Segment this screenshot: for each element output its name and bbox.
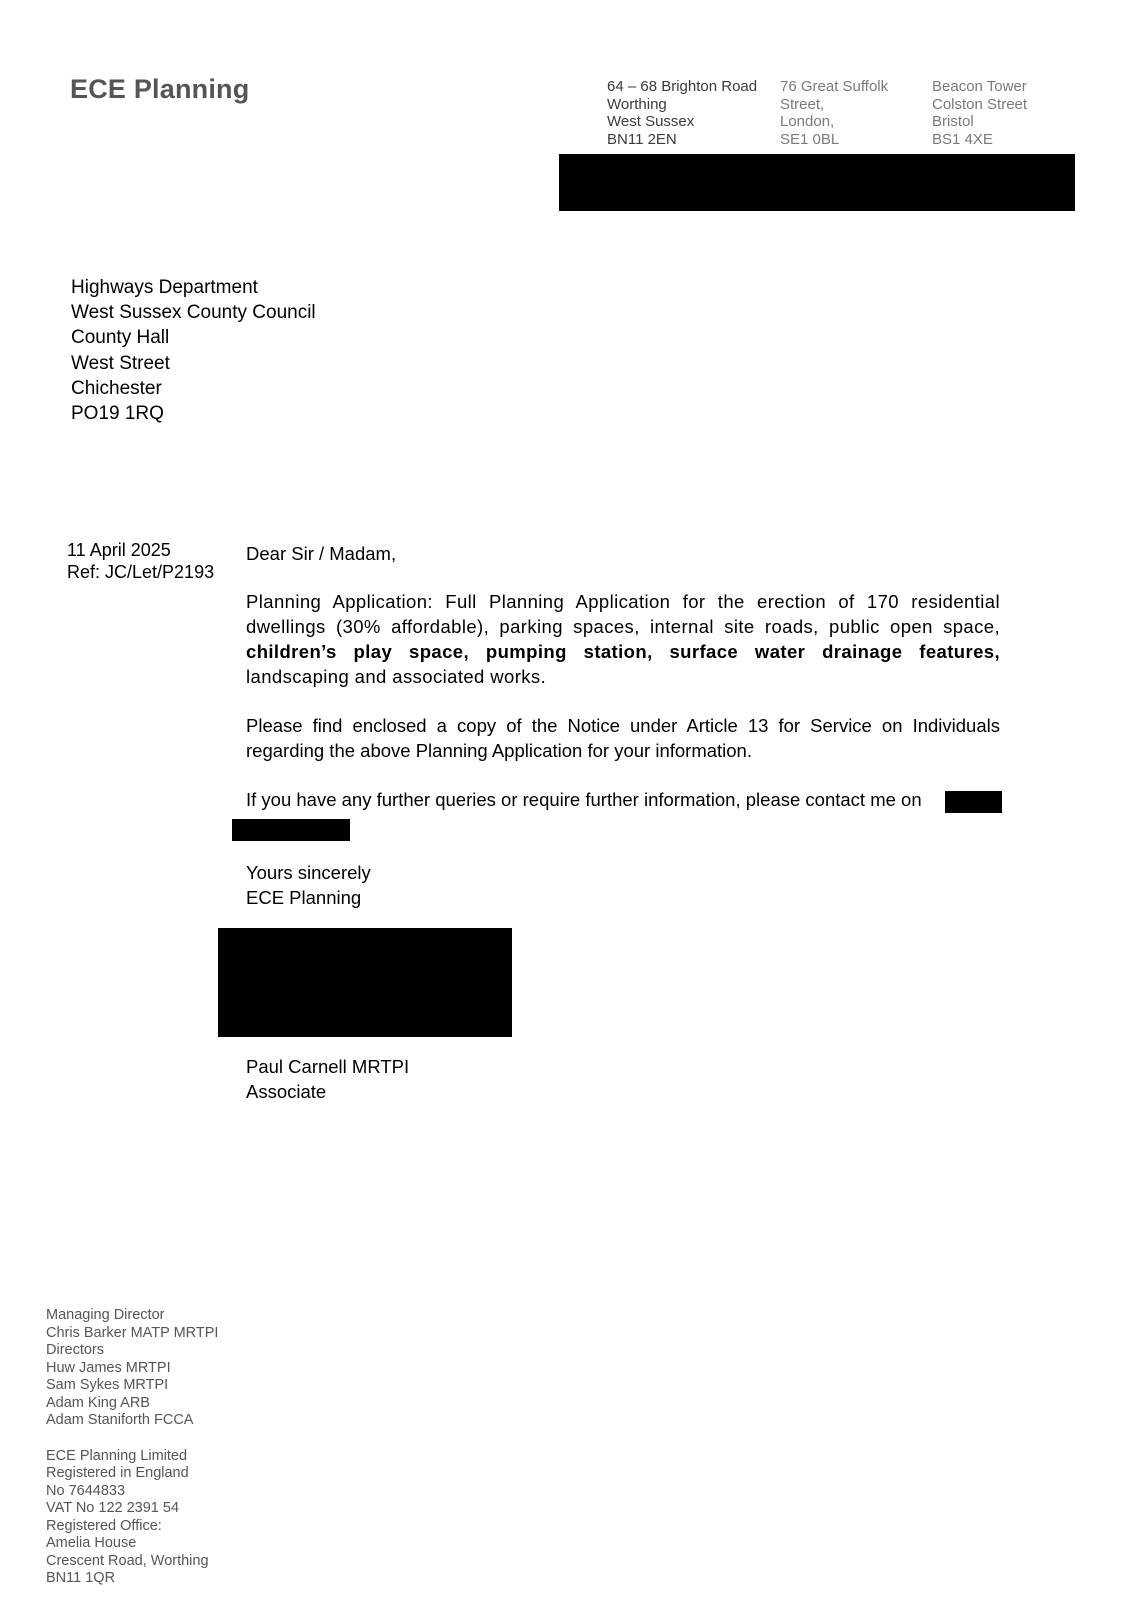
closing-company: ECE Planning <box>246 887 362 908</box>
footer-line: Registered Office: <box>46 1517 162 1534</box>
address-line: West Sussex <box>607 113 695 130</box>
letter-date: 11 April 2025 <box>67 540 171 560</box>
footer-directors <box>46 1307 218 1430</box>
address-line: 64 – 68 Brighton Road <box>607 78 758 95</box>
footer-company-info <box>46 1448 218 1588</box>
signatory-name: Paul Carnell MRTPI <box>246 1056 410 1077</box>
address-line: Bristol <box>932 113 974 130</box>
recipient-line: Chichester <box>71 377 162 399</box>
address-line: 76 Great Suffolk <box>780 78 889 95</box>
office-address-bristol <box>932 78 1027 148</box>
footer-line: Chris Barker MATP MRTPI <box>46 1324 219 1341</box>
footer-line: Directors <box>46 1342 105 1358</box>
recipient-line: Highways Department <box>71 277 258 298</box>
footer-line: Managing Director <box>46 1307 165 1323</box>
footer-line: Sam Sykes MRTPI <box>46 1377 169 1393</box>
recipient-line: PO19 1RQ <box>71 403 164 425</box>
contact-paragraph: If you have any further queries or require further information, please contact me on <box>246 789 922 810</box>
redaction-block-phone-continued <box>232 819 350 841</box>
letter-body <box>246 541 1000 812</box>
address-line: SE1 0BL <box>780 130 840 148</box>
letter-meta <box>67 539 214 583</box>
subject-paragraph <box>246 589 1000 689</box>
signoff <box>246 860 371 910</box>
address-line: BS1 4XE <box>932 130 993 148</box>
recipient-line: County Hall <box>71 327 170 349</box>
office-address-london <box>780 78 888 148</box>
footer-line: Huw James MRTPI <box>46 1359 171 1376</box>
address-line: London, <box>780 113 835 130</box>
address-line: Street, <box>780 95 825 113</box>
signatory <box>246 1054 409 1104</box>
closing-text: Yours sincerely <box>246 862 371 883</box>
address-line: Beacon Tower <box>932 78 1027 95</box>
letter-reference: Ref: JC/Let/P2193 <box>67 562 215 582</box>
footer-spacer <box>46 1430 218 1448</box>
address-line: Colston Street <box>932 95 1028 113</box>
footer-line: VAT No 122 2391 54 <box>46 1500 180 1516</box>
footer-line: Adam King ARB <box>46 1394 150 1411</box>
salutation: Dear Sir / Madam, <box>246 543 397 564</box>
redaction-block-header <box>559 154 1075 211</box>
subject-bold-text: children’s play space, pumping station, surface water drainage features, <box>246 641 1000 662</box>
footer-line: ECE Planning Limited <box>46 1447 188 1464</box>
office-address-worthing <box>607 78 757 148</box>
redaction-block-phone <box>945 791 1002 813</box>
footer <box>46 1307 218 1588</box>
recipient-line: West Street <box>71 352 170 374</box>
redaction-block-signature <box>218 928 512 1037</box>
enclosure-paragraph: Please find enclosed a copy of the Notice under Article 13 for Service on Individuals regarding the above Planning Application for your information. <box>246 715 1000 761</box>
footer-line: BN11 1QR <box>46 1570 116 1586</box>
footer-line: Crescent Road, Worthing <box>46 1552 209 1569</box>
recipient-line: West Sussex County Council <box>71 302 316 324</box>
signatory-title: Associate <box>246 1081 327 1102</box>
recipient-address <box>71 275 316 426</box>
footer-line: No 7644833 <box>46 1482 126 1499</box>
address-line: Worthing <box>607 95 667 113</box>
address-line: BN11 2EN <box>607 130 677 148</box>
footer-line: Adam Staniforth FCCA <box>46 1412 194 1428</box>
footer-line: Registered in England <box>46 1465 189 1481</box>
company-logo: ECE Planning <box>70 74 250 104</box>
footer-line: Amelia House <box>46 1535 137 1551</box>
subject-text: Planning Application: Full Planning Application for the erection of 170 residential dwellings (30% affordable), parking spaces, internal site roads, public open space, <box>246 591 1000 637</box>
subject-tail-text: landscaping and associated works. <box>246 666 547 687</box>
